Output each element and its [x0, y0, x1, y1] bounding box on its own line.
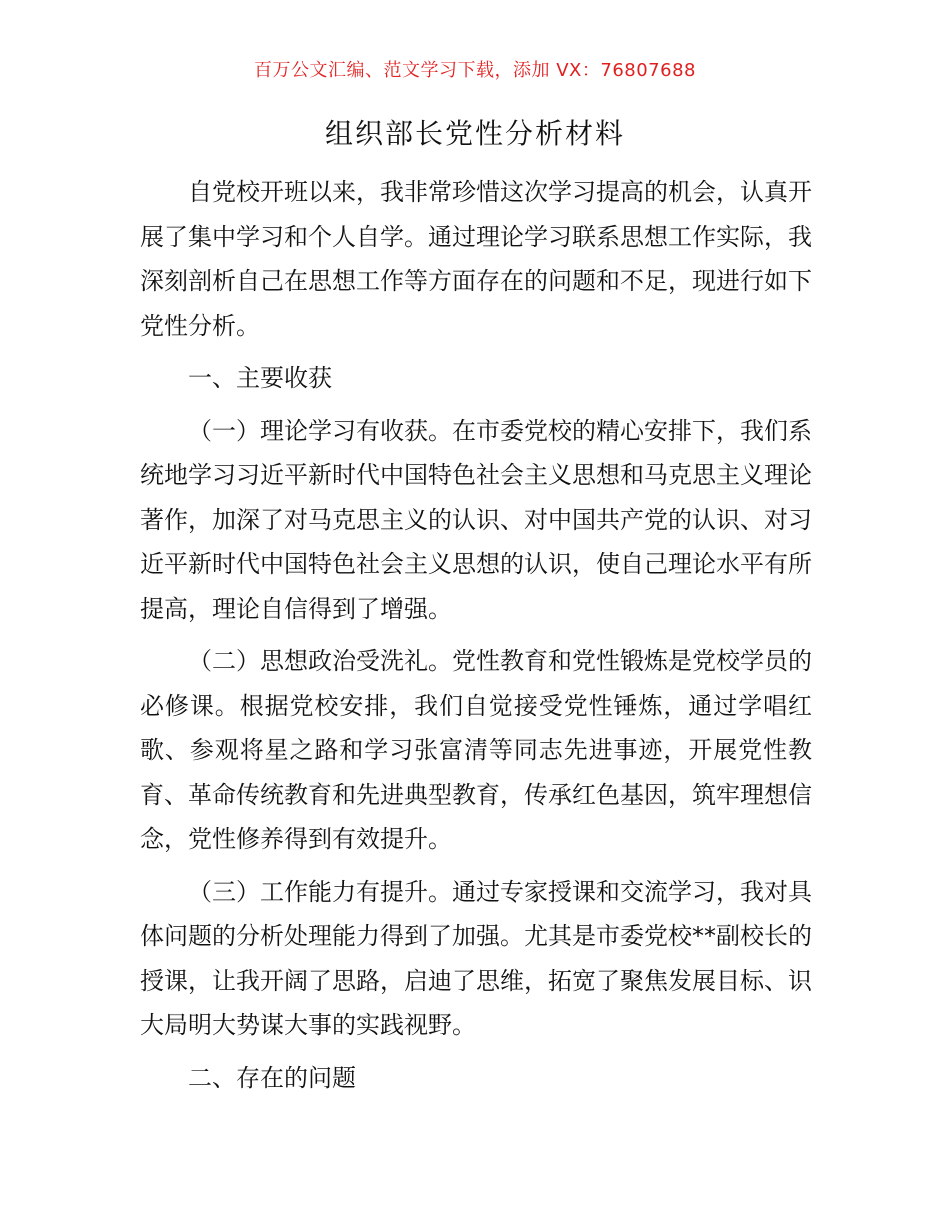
paragraph-work-ability: （三）工作能力有提升。通过专家授课和交流学习，我对具体问题的分析处理能力得到了加强。尤其是市委党校**副校长的授课，让我开阔了思路，启迪了思维，拓宽了聚焦发展目标、识大局明大势谋大事的实践视野。 [140, 877, 812, 1039]
intro-paragraph: 自党校开班以来，我非常珍惜这次学习提高的机会，认真开展了集中学习和个人自学。通过理论学习联系思想工作实际，我深刻剖析自己在思想工作等方面存在的问题和不足，现进行如下党性分析。 [140, 178, 812, 340]
document-title: 组织部长党性分析材料 [324, 117, 625, 150]
section-heading-problems: 二、存在的问题 [188, 1063, 356, 1092]
watermark-header: 百万公文汇编、范文学习下载，添加 VX：76807688 [254, 60, 696, 81]
document-body [140, 170, 812, 1108]
section-heading-main-gains: 一、主要收获 [188, 364, 332, 392]
paragraph-political-baptism: （二）思想政治受洗礼。党性教育和党性锻炼是党校学员的必修课。根据党校安排，我们自觉接受党性锤炼，通过学唱红歌、参观将星之路和学习张富清等同志先进事迹，开展党性教育、革命传统教育和先进典型教育，传承红色基因，筑牢理想信念，党性修养得到有效提升。 [140, 647, 812, 853]
paragraph-theory-study: （一）理论学习有收获。在市委党校的精心安排下，我们系统地学习习近平新时代中国特色社会主义思想和马克思主义理论著作，加深了对马克思主义的认识、对中国共产党的认识、对习近平新时代中国特色社会主义思想的认识，使自己理论水平有所提高，理论自信得到了增强。 [140, 416, 812, 623]
